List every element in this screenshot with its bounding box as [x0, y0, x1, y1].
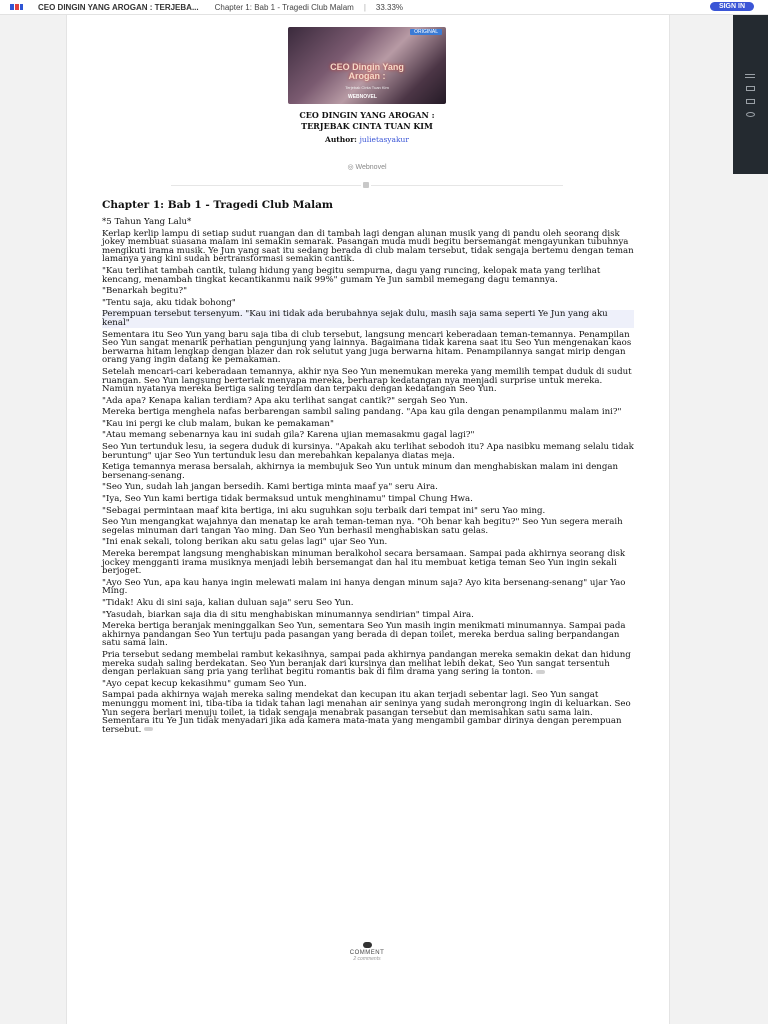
top-bar [0, 0, 768, 15]
table-of-contents-icon[interactable] [745, 74, 755, 78]
image-icon[interactable] [746, 86, 755, 91]
paragraph: "Atau memang sebenarnya kau ini sudah gila? Karena ujian memasakmu gagal lagi?" [102, 430, 475, 441]
paragraph: *5 Tahun Yang Lalu* [102, 217, 192, 227]
paragraph-text: Pria tersebut sedang membelai rambut kekasihnya, sampai pada akhirnya pandangan mereka semakin dekat dan hidung mereka sudah saling berdekatan. Seo Yun beranjak dari kursinya dan melihat lebih dekat, Seo Yun sangat tersentuh dengan perlakuan sang pria yang terlihat begitu romantis bak di film drama yang sering ia tonton. [102, 649, 631, 678]
book-title-link[interactable]: CEO DINGIN YANG AROGAN : TERJEBA... [38, 2, 199, 12]
paragraph: Seo Yun mengangkat wajahnya dan menatap ke arah teman-teman nya. "Oh benar kah begitu?" Seo Yun segera meraih segelas minuman dari tangan Yao ming. Dan Seo Yun berhasil menghabiskan satu gelas. [102, 517, 623, 536]
source-label [217, 163, 517, 171]
chapter-heading: Chapter 1: Bab 1 - Tragedi Club Malam [102, 199, 334, 211]
author-line [217, 135, 517, 144]
library-icon[interactable] [746, 99, 755, 104]
paragraph-with-comment [102, 691, 634, 734]
author-name-link[interactable]: julietasyakur [359, 135, 409, 144]
paragraph: "Benarkah begitu?" [102, 286, 188, 297]
paragraph: "Sebagai permintaan maaf kita bertiga, ini aku suguhkan soju terbaik dari tempat ini" seru Yao ming. [102, 505, 546, 516]
paragraph: "Kau terlihat tambah cantik, tulang hidung yang begitu sempurna, dagu yang runcing, kelopak mata yang terlihat kencang, menambah tingkat kecantikanmu naik 99%" gumam Ye Jun sambil memegang dagu temannya. [102, 265, 601, 285]
author-label: Author: [325, 135, 357, 144]
paragraph-comment-icon[interactable] [536, 670, 545, 674]
paragraph: "Kau ini pergi ke club malam, bukan ke pemakaman" [102, 418, 334, 429]
cover-title-line2: Arogan : [348, 71, 386, 81]
paragraph-text: Sampai pada akhirnya wajah mereka saling mendekat dan kecupan itu akan terjadi sebentar lagi. Seo Yun sangat menunggu moment ini, tiba-tiba ia tidak tahan lagi menahan air seninya yang sudah merongrong ingin di keluarkan. Seo Yun segera berlari menuju toilet, ia tidak sengaja menabrak pasangan tersebut dan memisahkan satu sama lain. Sementara itu Ye Jun tidak menyadari jika ada kamera mata-mata yang mengambil gambar dirinya dengan perempuan tersebut. [102, 690, 631, 735]
highlighted-paragraph[interactable]: Perempuan tersebut tersenyum. "Kau ini tidak ada berubahnya sejak dulu, masih saja sama seperti Ye Jun yang aku kenal" [102, 310, 634, 327]
webnovel-logo-icon[interactable] [10, 3, 24, 11]
reading-progress: 33.33% [375, 2, 404, 12]
cover-subtitle: Terjebak Cinta Tuan Kim [345, 85, 389, 90]
cover-title [296, 63, 438, 81]
webnovel-icon: ◎ [347, 164, 354, 171]
paragraph: Setelah mencari-cari keberadaan temannya, akhir nya Seo Yun menemukan mereka yang memilih tempat duduk di sudut ruangan. Seo Yun langsung berteriak menyapa mereka, berharap kedatangan nya menjadi surprise untuk mereka. Namun nyatanya mereka bertiga saling terdiam dan terpaku dengan kedatangan Seo Yun. [102, 366, 632, 395]
book-title-line1: CEO DINGIN YANG AROGAN : [299, 110, 435, 120]
chapter-comment-button[interactable] [307, 942, 427, 962]
paragraph: "Ayo cepat kecup kekasihmu" gumam Seo Yun. [102, 678, 307, 689]
display-settings-icon[interactable] [746, 112, 755, 117]
reader-side-panel [733, 14, 768, 174]
paragraph: "Ayo Seo Yun, apa kau hanya ingin melewati malam ini hanya dengan minum saja? Ayo kita bersenang-senang" ujar Yao Ming. [102, 577, 626, 597]
paragraph: Ketiga temannya merasa bersalah, akhirnya ia membujuk Seo Yun untuk minum dan menghabiskan malam ini dengan bersenang-senang. [102, 462, 618, 481]
paragraph-comment-icon[interactable] [144, 727, 153, 731]
book-title[interactable] [217, 110, 517, 132]
book-title-line2: TERJEBAK CINTA TUAN KIM [301, 121, 433, 131]
cover-title-line1: CEO Dingin Yang [330, 62, 404, 72]
paragraph: "Ini enak sekali, tolong berikan aku satu gelas lagi" ujar Seo Yun. [102, 537, 388, 548]
paragraph: "Yasudah, biarkan saja dia di situ menghabiskan minumannya sendirian" timpal Aira. [102, 609, 474, 620]
paragraph: "Seo Yun, sudah lah jangan bersedih. Kami bertiga minta maaf ya" seru Aira. [102, 482, 438, 493]
paragraph: "Iya, Seo Yun kami bertiga tidak bermaksud untuk menghinamu" timpal Chung Hwa. [102, 494, 473, 505]
chapter-title-label[interactable]: Chapter 1: Bab 1 - Tragedi Club Malam [214, 2, 354, 12]
sign-in-button[interactable]: SIGN IN [710, 2, 754, 11]
paragraph: "Ada apa? Kenapa kalian terdiam? Apa aku terlihat sangat cantik?" sergah Seo Yun. [102, 395, 468, 406]
book-cover[interactable] [288, 27, 446, 104]
paragraph: "Tentu saja, aku tidak bohong" [102, 297, 236, 308]
cover-brand: WEBNOVEL [348, 94, 377, 100]
comment-label: COMMENT [349, 950, 385, 956]
separator: | [363, 2, 366, 12]
paragraph: "Tidak! Aku di sini saja, kalian duluan saja" seru Seo Yun. [102, 597, 354, 608]
paragraph: Mereka bertiga beranjak meninggalkan Seo Yun, sementara Seo Yun masih ingin menikmati minumannya. Sampai pada akhirnya pandangan Seo Yun tertuju pada pasangan yang berada di depan toilet, mereka berdua saling berpandangan satu sama lain. [102, 621, 626, 649]
paragraph: Kerlap kerlip lampu di setiap sudut ruangan dan di tambah lagi dengan alunan musik yang di pandu oleh seorang disk jokey membuat suasana malam ini semakin semarak. Pasangan muda mudi begitu bersemangat mengayunkan tubuhnya mengikuti irama musik. Ye Jun yang saat itu sedang berada di club malam tersebut, tidak sengaja bertemu dengan teman lamanya yang kini sudah bertransformasi semakin cantik. [102, 228, 634, 265]
paragraph: Mereka bertiga menghela nafas berbarengan sambil saling pandang. "Apa kau gila dengan penampilanmu malam ini?" [102, 407, 622, 418]
paragraph: Mereka berempat langsung menghabiskan minuman beralkohol secara bersamaan. Sampai pada akhirnya seorang disk jockey mengganti irama musiknya menjadi lebih bersemangat dan hal itu membuat ketiga teman Seo Yun ingin sekali berjoget. [102, 549, 626, 577]
book-icon [361, 181, 371, 189]
chapter-body [102, 218, 634, 737]
original-badge: ORIGINAL [410, 29, 442, 35]
source-name: Webnovel [355, 164, 387, 171]
comment-count: 2 comments [353, 956, 381, 962]
comment-icon [363, 942, 372, 948]
paragraph: Seo Yun tertunduk lesu, ia segera duduk di kursinya. "Apakah aku terlihat sebodoh itu? Apa nasibku memang selalu tidak beruntung" ujar Seo Yun tertunduk lesu dan merebahkan kepalanya diatas meja. [102, 442, 634, 461]
paragraph-with-comment [102, 651, 634, 677]
paragraph: Sementara itu Seo Yun yang baru saja tiba di club tersebut, langsung mencari keberadaan teman-temannya. Penampilan Seo Yun sangat menarik perhatian pengunjung yang lainnya. Bagaimana tidak karena saat itu Seo Yun mengenakan kaos berwarna hitam lengkap dengan blazer dan rok selutut yang juga berwarna hitam. Penampilannya sangat mirip dengan orang yang ingin datang ke pemakaman. [102, 329, 632, 366]
chapter-page [66, 14, 670, 1024]
